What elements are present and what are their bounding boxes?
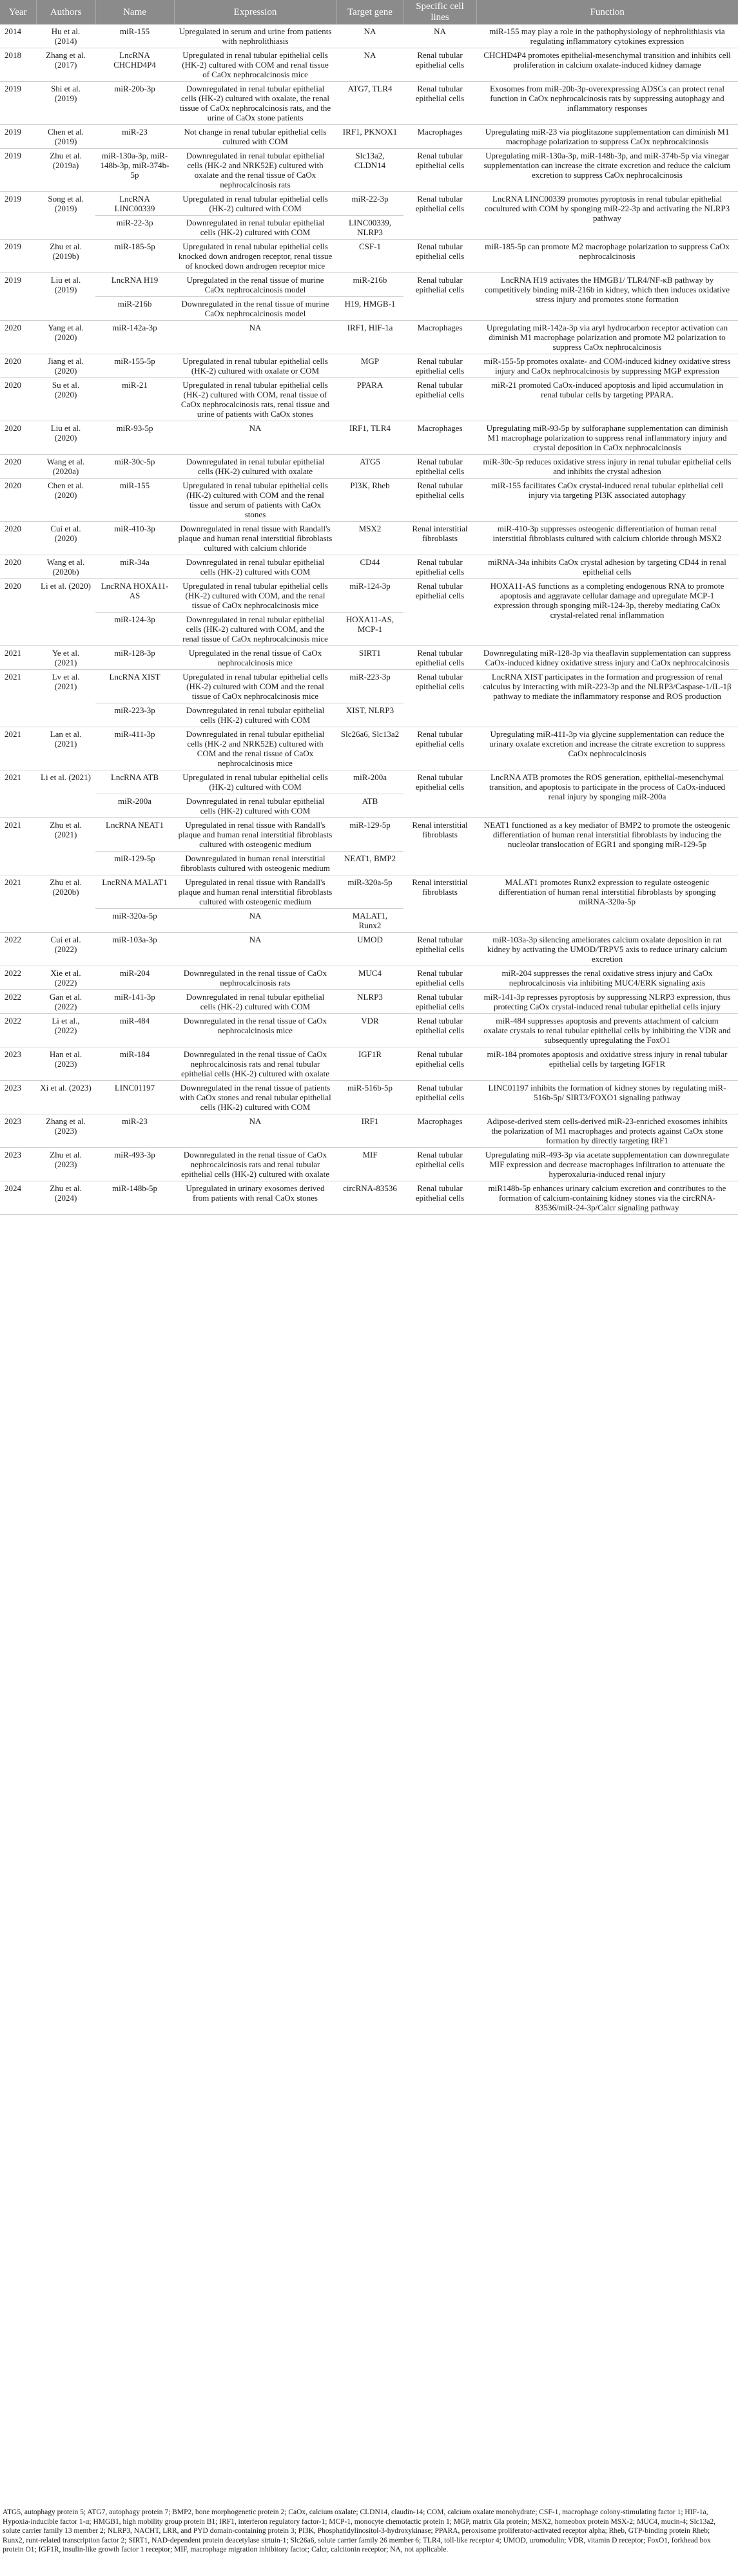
cell-authors: Chen et al. (2020) <box>36 479 95 522</box>
table-row <box>0 1114 738 1148</box>
cell-target-gene: MALAT1, Runx2 <box>336 909 403 933</box>
cell-function: miRNA-34a inhibits CaOx crystal adhesion by targeting CD44 in renal epithelial cells <box>476 555 738 579</box>
cell-specific-cell-lines: Renal tubular epithelial cells <box>403 555 476 579</box>
cell-function: Upregulating miR-493-3p via acetate supplementation can downregulate MIF expression and decrease macrophages infiltration to attenuate the hyperoxaluria-induced renal injury <box>476 1148 738 1181</box>
cell-expression: Downregulated in renal tubular epithelial cells (HK-2) cultured with oxalate, the renal tissue of CaOx nephrocalcinosis rats, and the urine of CaOx stone patients <box>174 82 336 125</box>
cell-function: CHCHD4P4 promotes epithelial-mesenchymal transition and inhibits cell proliferation in calcium oxalate-induced kidney damage <box>476 48 738 82</box>
cell-year: 2021 <box>0 770 36 818</box>
cell-expression: Downregulated in renal tissue with Randall's plaque and human renal interstitial fibroblasts cultured with calcium chloride <box>174 522 336 555</box>
cell-name: miR-155 <box>95 479 174 522</box>
cell-year: 2022 <box>0 990 36 1014</box>
cell-specific-cell-lines: Renal tubular epithelial cells <box>403 727 476 770</box>
cell-expression: Downregulated in the renal tissue of CaOx nephrocalcinosis rats and renal tubular epithelial cells (HK-2) cultured with oxalate <box>174 1047 336 1081</box>
header-function: Function <box>476 0 738 24</box>
cell-target-gene: NA <box>336 48 403 82</box>
cell-specific-cell-lines: Renal tubular epithelial cells <box>403 1047 476 1081</box>
table-row <box>0 192 738 216</box>
cell-name: LncRNA CHCHD4P4 <box>95 48 174 82</box>
cell-year: 2020 <box>0 579 36 646</box>
cell-specific-cell-lines: Renal tubular epithelial cells <box>403 192 476 240</box>
table-row <box>0 354 738 378</box>
header-expression: Expression <box>174 0 336 24</box>
table-row <box>0 990 738 1014</box>
cell-expression: Downregulated in the renal tissue of patients with CaOx stones and renal tubular epithelial cells (HK-2) cultured with COM <box>174 1081 336 1114</box>
cell-name: miR-410-3p <box>95 522 174 555</box>
table-body <box>0 24 738 1215</box>
cell-expression: Downregulated in the renal tissue of CaOx nephrocalcinosis rats and renal tubular epithelial cells (HK-2) cultured with oxalate <box>174 1148 336 1181</box>
cell-specific-cell-lines: Renal tubular epithelial cells <box>403 646 476 670</box>
cell-expression: Downregulated in the renal tissue of CaOx nephrocalcinosis mice <box>174 1014 336 1047</box>
cell-function: Upregulating miR-23 via pioglitazone supplementation can diminish M1 macrophage polarization to suppress CaOx nephrocalcinosis <box>476 125 738 149</box>
cell-authors: Ye et al. (2021) <box>36 646 95 670</box>
cell-specific-cell-lines: NA <box>403 24 476 48</box>
cell-specific-cell-lines: Macrophages <box>403 1114 476 1148</box>
cell-specific-cell-lines: Macrophages <box>403 321 476 354</box>
table-row <box>0 670 738 703</box>
cell-target-gene: CD44 <box>336 555 403 579</box>
cell-authors: Cui et al. (2022) <box>36 933 95 966</box>
cell-specific-cell-lines: Renal interstitial fibroblasts <box>403 875 476 933</box>
table-row <box>0 24 738 48</box>
cell-name: LncRNA ATB <box>95 770 174 794</box>
cell-authors: Zhu et al. (2019a) <box>36 149 95 192</box>
cell-name: miR-484 <box>95 1014 174 1047</box>
cell-function: miR-484 suppresses apoptosis and prevents attachment of calcium oxalate crystals to renal tubular epithelial cells by inhibiting the VDR and subsequently upregulating the FoxO1 <box>476 1014 738 1047</box>
header-specific-cell-lines: Specific cell lines <box>403 0 476 24</box>
cell-authors: Gan et al. (2022) <box>36 990 95 1014</box>
table-row <box>0 125 738 149</box>
cell-name: miR-20b-3p <box>95 82 174 125</box>
cell-name: miR-216b <box>95 297 174 321</box>
cell-authors: Wang et al. (2020a) <box>36 455 95 479</box>
cell-function: Downregulating miR-128-3p via theaflavin supplementation can suppress CaOx-induced kidney oxidative stress injury and CaOx nephrocalcinosis <box>476 646 738 670</box>
table-row <box>0 1014 738 1047</box>
cell-year: 2022 <box>0 933 36 966</box>
cell-target-gene: miR-124-3p <box>336 579 403 613</box>
cell-function: miR-184 promotes apoptosis and oxidative stress injury in renal tubular epithelial cells by targeting IGF1R <box>476 1047 738 1081</box>
table-row <box>0 770 738 794</box>
cell-authors: Li et al. (2020) <box>36 579 95 646</box>
cell-name: miR-155-5p <box>95 354 174 378</box>
cell-name: miR-130a-3p, miR-148b-3p, miR-374b-5p <box>95 149 174 192</box>
cell-authors: Yang et al. (2020) <box>36 321 95 354</box>
cell-year: 2019 <box>0 149 36 192</box>
cell-expression: Upregulated in renal tubular epithelial cells (HK-2) cultured with COM <box>174 192 336 216</box>
cell-authors: Wang et al. (2020b) <box>36 555 95 579</box>
table-footnote: ATG5, autophagy protein 5; ATG7, autophagy protein 7; BMP2, bone morphogenetic protein 2; CaOx, calcium oxalate; CLDN14, claudin-14; COM, calcium oxalate monohydrate; CSF-1, macrophage colony-stimulating factor 1; HIF-1a, Hypoxia-inducible factor 1-α; HMGB1, high mobility group protein B1; IRF1, interferon regulatory factor-1; MCP-1, monocyte chemotactic protein 1; MGP, matrix Gla protein; MSX2, homeobox protein MSX-2; MUC4, mucin-4; Slc13a2, solute carrier family 13 member 2; NLRP3, NACHT, LRR, and PYD domain-containing protein 3; PI3K, Phosphatidylinositol-3-hydroxykinase; PPARA, peroxisome proliferator-activated receptor alpha; Rheb, GTP-binding protein Rheb; Runx2, runt-related transcription factor 2; SIRT1, NAD-dependent protein deacetylase sirtuin-1; Slc26a6, solute carrier family 26 member 6; TLR4, toll-like receptor 4; UMOD, uromodulin; VDR, vitamin D receptor; FoxO1, forkhead box protein O1; IGF1R, insulin-like growth factor 1 receptor; MIF, macrophage migration inhibitory factor; Calcr, calcitonin receptor; NA, not applicable. <box>3 2508 716 2553</box>
cell-target-gene: XIST, NLRP3 <box>336 703 403 727</box>
cell-target-gene: IRF1, PKNOX1 <box>336 125 403 149</box>
cell-name: miR-493-3p <box>95 1148 174 1181</box>
table-row <box>0 966 738 990</box>
cell-specific-cell-lines: Renal tubular epithelial cells <box>403 1014 476 1047</box>
cell-name: LncRNA MALAT1 <box>95 875 174 909</box>
cell-year: 2019 <box>0 125 36 149</box>
cell-specific-cell-lines: Renal tubular epithelial cells <box>403 479 476 522</box>
cell-authors: Zhang et al. (2023) <box>36 1114 95 1148</box>
cell-target-gene: miR-320a-5p <box>336 875 403 909</box>
cell-function: Exosomes from miR-20b-3p-overexpressing ADSCs can protect renal function in CaOx nephrocalcinosis rats by suppressing autophagy and inflammatory responses <box>476 82 738 125</box>
cell-function: LINC01197 inhibits the formation of kidney stones by regulating miR-516b-5p/ SIRT3/FOXO1 signaling pathway <box>476 1081 738 1114</box>
cell-target-gene: NLRP3 <box>336 990 403 1014</box>
header-name: Name <box>95 0 174 24</box>
cell-specific-cell-lines: Renal tubular epithelial cells <box>403 670 476 727</box>
table-row <box>0 727 738 770</box>
cell-expression: Upregulated in renal tubular epithelial cells (HK-2) cultured with COM, and the renal tissue of CaOx nephrocalcinosis mice <box>174 579 336 613</box>
cell-authors: Li et al., (2022) <box>36 1014 95 1047</box>
cell-name: miR-148b-5p <box>95 1181 174 1215</box>
cell-name: miR-23 <box>95 125 174 149</box>
cell-name: miR-22-3p <box>95 216 174 240</box>
cell-name: miR-142a-3p <box>95 321 174 354</box>
cell-function: Upregulating miR-130a-3p, miR-148b-3p, and miR-374b-5p via vinegar supplementation can increase the citrate excretion and reduce the calcium excretion to suppress CaOx nephrocalcinosis <box>476 149 738 192</box>
cell-target-gene: ATG7, TLR4 <box>336 82 403 125</box>
cell-function: miR-185-5p can promote M2 macrophage polarization to suppress CaOx nephrocalcinosis <box>476 240 738 273</box>
cell-target-gene: HOXA11-AS, MCP-1 <box>336 613 403 646</box>
cell-expression: Downregulated in renal tubular epithelial cells (HK-2) cultured with COM <box>174 703 336 727</box>
cell-target-gene: MIF <box>336 1148 403 1181</box>
cell-specific-cell-lines: Renal tubular epithelial cells <box>403 579 476 646</box>
cell-authors: Zhu et al. (2020b) <box>36 875 95 933</box>
cell-specific-cell-lines: Macrophages <box>403 125 476 149</box>
cell-expression: Upregulated in renal tissue with Randall's plaque and human renal interstitial fibroblasts cultured with osteogenic medium <box>174 818 336 852</box>
cell-function: miR-155-5p promotes oxalate- and COM-induced kidney oxidative stress injury and CaOx nephrocalcinosis by suppressing MGP expression <box>476 354 738 378</box>
cell-year: 2019 <box>0 192 36 240</box>
cell-expression: Downregulated in human renal interstitial fibroblasts cultured with osteogenic medium <box>174 852 336 875</box>
cell-authors: Xi et al. (2023) <box>36 1081 95 1114</box>
cell-target-gene: miR-129-5p <box>336 818 403 852</box>
cell-year: 2019 <box>0 273 36 321</box>
table-row <box>0 522 738 555</box>
cell-name: miR-141-3p <box>95 990 174 1014</box>
cell-target-gene: UMOD <box>336 933 403 966</box>
cell-expression: Downregulated in renal tubular epithelial cells (HK-2) cultured with COM <box>174 555 336 579</box>
cell-year: 2019 <box>0 82 36 125</box>
table-header-row <box>0 0 738 24</box>
cell-year: 2014 <box>0 24 36 48</box>
cell-authors: Liu et al. (2020) <box>36 421 95 455</box>
cell-name: miR-200a <box>95 794 174 818</box>
cell-authors: Jiang et al. (2020) <box>36 354 95 378</box>
cell-target-gene: miR-216b <box>336 273 403 297</box>
cell-target-gene: Slc13a2, CLDN14 <box>336 149 403 192</box>
cell-year: 2021 <box>0 875 36 933</box>
cell-expression: Upregulated in renal tubular epithelial cells (HK-2) cultured with COM, renal tissue of CaOx nephrocalcinosis rats, renal tissue and urine of patients with CaOx stones <box>174 378 336 421</box>
cell-function: miR-141-3p represses pyroptosis by suppressing NLRP3 expression, thus protecting CaOx crystal-induced renal tubular epithelial cells injury <box>476 990 738 1014</box>
cell-authors: Song et al. (2019) <box>36 192 95 240</box>
cell-function: MALAT1 promotes Runx2 expression to regulate osteogenic differentiation of human renal interstitial fibroblasts by sponging miRNA-320a-5p <box>476 875 738 933</box>
cell-specific-cell-lines: Renal tubular epithelial cells <box>403 1181 476 1215</box>
cell-authors: Liu et al. (2019) <box>36 273 95 321</box>
cell-year: 2021 <box>0 670 36 727</box>
cell-name: miR-30c-5p <box>95 455 174 479</box>
cell-name: miR-124-3p <box>95 613 174 646</box>
cell-target-gene: circRNA-83536 <box>336 1181 403 1215</box>
cell-expression: Upregulated in renal tubular epithelial cells (HK-2) cultured with COM and the renal tissue and serum of patients with CaOx stones <box>174 479 336 522</box>
table-row <box>0 1148 738 1181</box>
cell-expression: Upregulated in urinary exosomes derived from patients with renal CaOx stones <box>174 1181 336 1215</box>
cell-target-gene: PI3K, Rheb <box>336 479 403 522</box>
cell-year: 2020 <box>0 354 36 378</box>
header-year: Year <box>0 0 36 24</box>
cell-name: LncRNA H19 <box>95 273 174 297</box>
table-row <box>0 48 738 82</box>
cell-target-gene: NEAT1, BMP2 <box>336 852 403 875</box>
cell-target-gene: MGP <box>336 354 403 378</box>
table-row <box>0 479 738 522</box>
cell-year: 2020 <box>0 321 36 354</box>
table-row <box>0 455 738 479</box>
cell-function: Upregulating miR-93-5p by sulforaphane supplementation can diminish M1 macrophage polarization to suppress renal inflammatory injury and crystal deposition in CaOx nephrocalcinosis <box>476 421 738 455</box>
cell-name: miR-411-3p <box>95 727 174 770</box>
table-row <box>0 273 738 297</box>
cell-authors: Zhu et al. (2023) <box>36 1148 95 1181</box>
cell-target-gene: miR-200a <box>336 770 403 794</box>
cell-function: LncRNA H19 activates the HMGB1/ TLR4/NF-κB pathway by competitively binding miR-216b in kidney, which then induces oxidative stress injury and promotes stone formation <box>476 273 738 321</box>
cell-specific-cell-lines: Renal tubular epithelial cells <box>403 378 476 421</box>
cell-specific-cell-lines: Renal interstitial fibroblasts <box>403 818 476 875</box>
header-target-gene: Target gene <box>336 0 403 24</box>
cell-year: 2023 <box>0 1081 36 1114</box>
cell-expression: Upregulated in the renal tissue of CaOx nephrocalcinosis mice <box>174 646 336 670</box>
cell-year: 2022 <box>0 966 36 990</box>
cell-target-gene: LINC00339, NLRP3 <box>336 216 403 240</box>
cell-target-gene: IRF1 <box>336 1114 403 1148</box>
cell-authors: Lan et al. (2021) <box>36 727 95 770</box>
cell-expression: NA <box>174 321 336 354</box>
cell-expression: Not change in renal tubular epithelial cells cultured with COM <box>174 125 336 149</box>
cell-expression: Downregulated in renal tubular epithelial cells (HK-2) cultured with COM <box>174 990 336 1014</box>
cell-expression: Downregulated in the renal tissue of murine CaOx nephrocalcinosis model <box>174 297 336 321</box>
cell-specific-cell-lines: Renal tubular epithelial cells <box>403 933 476 966</box>
cell-function: miR-30c-5p reduces oxidative stress injury in renal tubular epithelial cells and inhibits the crystal adhesion <box>476 455 738 479</box>
cell-name: miR-185-5p <box>95 240 174 273</box>
cell-function: Adipose-derived stem cells-derived miR-23-enriched exosomes inhibits the polarization of M1 macrophages and protects against CaOx stone formation by directly targeting IRF1 <box>476 1114 738 1148</box>
cell-specific-cell-lines: Macrophages <box>403 421 476 455</box>
cell-expression: Downregulated in renal tubular epithelial cells (HK-2) cultured with COM, and the renal tissue of CaOx nephrocalcinosis mice <box>174 613 336 646</box>
cell-specific-cell-lines: Renal tubular epithelial cells <box>403 82 476 125</box>
cell-target-gene: NA <box>336 24 403 48</box>
cell-expression: Upregulated in renal tubular epithelial cells (HK-2) cultured with COM and the renal tissue of CaOx nephrocalcinosis mice <box>174 670 336 703</box>
cell-year: 2021 <box>0 646 36 670</box>
cell-target-gene: PPARA <box>336 378 403 421</box>
cell-target-gene: miR-22-3p <box>336 192 403 216</box>
cell-year: 2024 <box>0 1181 36 1215</box>
cell-authors: Shi et al. (2019) <box>36 82 95 125</box>
cell-expression: Upregulated in renal tubular epithelial cells (HK-2) cultured with COM <box>174 770 336 794</box>
cell-authors: Chen et al. (2019) <box>36 125 95 149</box>
cell-function: Upregulating miR-411-3p via glycine supplementation can reduce the urinary oxalate excretion and increase the citrate excretion to suppress CaOx nephrocalcinosis <box>476 727 738 770</box>
table-row <box>0 933 738 966</box>
cell-target-gene: H19, HMGB-1 <box>336 297 403 321</box>
cell-function: Upregulating miR-142a-3p via aryl hydrocarbon receptor activation can diminish M1 macrophage polarization and promote M2 polarization to suppress CaOx nephrocalcinosis <box>476 321 738 354</box>
table-row <box>0 240 738 273</box>
cell-target-gene: miR-223-3p <box>336 670 403 703</box>
cell-name: miR-128-3p <box>95 646 174 670</box>
cell-expression: Downregulated in the renal tissue of CaOx nephrocalcinosis rats <box>174 966 336 990</box>
cell-specific-cell-lines: Renal tubular epithelial cells <box>403 273 476 321</box>
cell-expression: NA <box>174 1114 336 1148</box>
cell-target-gene: VDR <box>336 1014 403 1047</box>
cell-specific-cell-lines: Renal tubular epithelial cells <box>403 455 476 479</box>
cell-function: miR148b-5p enhances urinary calcium excretion and contributes to the formation of calcium-containing kidney stones via the circRNA-83536/miR-24-3p/Calcr signaling pathway <box>476 1181 738 1215</box>
mirna-lncrna-table <box>0 0 738 1215</box>
cell-target-gene: Slc26a6, Slc13a2 <box>336 727 403 770</box>
cell-expression: Upregulated in renal tissue with Randall's plaque and human renal interstitial fibroblasts cultured with osteogenic medium <box>174 875 336 909</box>
cell-target-gene: miR-516b-5p <box>336 1081 403 1114</box>
cell-target-gene: SIRT1 <box>336 646 403 670</box>
table-row <box>0 421 738 455</box>
cell-expression: Upregulated in serum and urine from patients with nephrolithiasis <box>174 24 336 48</box>
cell-expression: NA <box>174 909 336 933</box>
cell-name: miR-204 <box>95 966 174 990</box>
cell-year: 2020 <box>0 479 36 522</box>
cell-name: miR-184 <box>95 1047 174 1081</box>
cell-target-gene: IRF1, TLR4 <box>336 421 403 455</box>
cell-year: 2023 <box>0 1047 36 1081</box>
cell-name: miR-103a-3p <box>95 933 174 966</box>
cell-authors: Lv et al. (2021) <box>36 670 95 727</box>
cell-specific-cell-lines: Renal tubular epithelial cells <box>403 240 476 273</box>
cell-name: LncRNA XIST <box>95 670 174 703</box>
cell-year: 2020 <box>0 455 36 479</box>
table-row <box>0 579 738 613</box>
cell-target-gene: IRF1, HIF-1a <box>336 321 403 354</box>
cell-function: LncRNA ATB promotes the ROS generation, epithelial-mesenchymal transition, and apoptosis to participate in the process of CaOx-induced renal injury by sponging miR-200a <box>476 770 738 818</box>
cell-target-gene: MSX2 <box>336 522 403 555</box>
cell-function: NEAT1 functioned as a key mediator of BMP2 to promote the osteogenic differentiation of human renal interstitial fibroblasts by inducing the nucleolar translocation of EGR1 and sponging miR-129-5p <box>476 818 738 875</box>
cell-authors: Su et al. (2020) <box>36 378 95 421</box>
cell-specific-cell-lines: Renal tubular epithelial cells <box>403 149 476 192</box>
cell-target-gene: MUC4 <box>336 966 403 990</box>
cell-expression: NA <box>174 933 336 966</box>
cell-function: miR-155 facilitates CaOx crystal-induced renal tubular epithelial cell injury via targeting PI3K associated autophagy <box>476 479 738 522</box>
cell-name: miR-23 <box>95 1114 174 1148</box>
cell-target-gene: ATG5 <box>336 455 403 479</box>
cell-authors: Hu et al. (2014) <box>36 24 95 48</box>
cell-year: 2020 <box>0 522 36 555</box>
cell-authors: Zhang et al. (2017) <box>36 48 95 82</box>
cell-specific-cell-lines: Renal tubular epithelial cells <box>403 48 476 82</box>
cell-name: LINC01197 <box>95 1081 174 1114</box>
cell-function: miR-204 suppresses the renal oxidative stress injury and CaOx nephrocalcinosis via inhibiting MUC4/ERK signaling axis <box>476 966 738 990</box>
cell-expression: Downregulated in renal tubular epithelial cells (HK-2) cultured with COM <box>174 794 336 818</box>
cell-expression: Downregulated in renal tubular epithelial cells (HK-2 and NRK52E) cultured with COM and the renal tissue of CaOx nephrocalcinosis mice <box>174 727 336 770</box>
table-row <box>0 378 738 421</box>
cell-name: LncRNA HOXA11-AS <box>95 579 174 613</box>
cell-name: miR-320a-5p <box>95 909 174 933</box>
table-row <box>0 82 738 125</box>
cell-authors: Li et al. (2021) <box>36 770 95 818</box>
cell-name: miR-34a <box>95 555 174 579</box>
cell-name: miR-223-3p <box>95 703 174 727</box>
cell-year: 2020 <box>0 378 36 421</box>
cell-name: miR-129-5p <box>95 852 174 875</box>
table-row <box>0 555 738 579</box>
table-row <box>0 149 738 192</box>
cell-year: 2023 <box>0 1148 36 1181</box>
cell-function: HOXA11-AS functions as a completing endogenous RNA to promote apoptosis and aggravate cellular damage and upregulate MCP-1 expression through sponging miR-124-3p, thereby mediating CaOx crystal-related renal inflammation <box>476 579 738 646</box>
cell-year: 2021 <box>0 818 36 875</box>
cell-function: miR-21 promoted CaOx-induced apoptosis and lipid accumulation in renal tubular cells by targeting PPARA. <box>476 378 738 421</box>
cell-year: 2022 <box>0 1014 36 1047</box>
cell-expression: Downregulated in renal tubular epithelial cells (HK-2) cultured with oxalate <box>174 455 336 479</box>
cell-function: miR-410-3p suppresses osteogenic differentiation of human renal interstitial fibroblasts cultured with calcium chloride through MSX2 <box>476 522 738 555</box>
cell-target-gene: IGF1R <box>336 1047 403 1081</box>
cell-authors: Zhu et al. (2021) <box>36 818 95 875</box>
cell-year: 2020 <box>0 421 36 455</box>
cell-target-gene: ATB <box>336 794 403 818</box>
cell-function: miR-103a-3p silencing ameliorates calcium oxalate deposition in rat kidney by activating the UMOD/TRPV5 axis to reduce urinary calcium excretion <box>476 933 738 966</box>
cell-year: 2019 <box>0 240 36 273</box>
table-row <box>0 818 738 852</box>
cell-name: LncRNA LINC00339 <box>95 192 174 216</box>
cell-specific-cell-lines: Renal tubular epithelial cells <box>403 354 476 378</box>
cell-year: 2021 <box>0 727 36 770</box>
cell-expression: NA <box>174 421 336 455</box>
cell-name: miR-155 <box>95 24 174 48</box>
cell-expression: Upregulated in the renal tissue of murine CaOx nephrocalcinosis model <box>174 273 336 297</box>
table-row <box>0 875 738 909</box>
cell-year: 2020 <box>0 555 36 579</box>
cell-authors: Xie et al. (2022) <box>36 966 95 990</box>
cell-function: LncRNA LINC00339 promotes pyroptosis in renal tubular epithelial cocultured with COM by sponging miR-22-3p and activating the NLRP3 pathway <box>476 192 738 240</box>
table-row <box>0 1181 738 1215</box>
cell-expression: Upregulated in renal tubular epithelial cells (HK-2) cultured with oxalate or COM <box>174 354 336 378</box>
cell-expression: Upregulated in renal tubular epithelial cells (HK-2) cultured with COM and renal tissue of CaOx nephrocalcinosis mice <box>174 48 336 82</box>
cell-expression: Downregulated in renal tubular epithelial cells (HK-2 and NRK52E) cultured with oxalate and the renal tissue of CaOx nephrocalcinosis rats <box>174 149 336 192</box>
table-row <box>0 1081 738 1114</box>
cell-authors: Cui et al. (2020) <box>36 522 95 555</box>
cell-target-gene: CSF-1 <box>336 240 403 273</box>
cell-name: miR-93-5p <box>95 421 174 455</box>
cell-expression: Downregulated in renal tubular epithelial cells (HK-2) cultured with COM <box>174 216 336 240</box>
cell-name: miR-21 <box>95 378 174 421</box>
cell-specific-cell-lines: Renal tubular epithelial cells <box>403 966 476 990</box>
cell-expression: Upregulated in renal tubular epithelial cells knocked down androgen receptor, renal tissue of knocked down androgen receptor mice <box>174 240 336 273</box>
cell-specific-cell-lines: Renal tubular epithelial cells <box>403 1081 476 1114</box>
cell-year: 2023 <box>0 1114 36 1148</box>
table-row <box>0 1047 738 1081</box>
cell-authors: Han et al. (2023) <box>36 1047 95 1081</box>
cell-year: 2018 <box>0 48 36 82</box>
cell-authors: Zhu et al. (2024) <box>36 1181 95 1215</box>
cell-function: miR-155 may play a role in the pathophysiology of nephrolithiasis via regulating inflammatory cytokines expression <box>476 24 738 48</box>
table-row <box>0 321 738 354</box>
table-row <box>0 646 738 670</box>
cell-authors: Zhu et al. (2019b) <box>36 240 95 273</box>
cell-specific-cell-lines: Renal tubular epithelial cells <box>403 770 476 818</box>
cell-specific-cell-lines: Renal tubular epithelial cells <box>403 990 476 1014</box>
header-authors: Authors <box>36 0 95 24</box>
cell-function: LncRNA XIST participates in the formation and progression of renal calculus by interacting with miR-223-3p and the NLRP3/Caspase-1/IL-1β pathway to mediate the inflammatory response and ROS production <box>476 670 738 727</box>
cell-specific-cell-lines: Renal tubular epithelial cells <box>403 1148 476 1181</box>
cell-specific-cell-lines: Renal interstitial fibroblasts <box>403 522 476 555</box>
cell-name: LncRNA NEAT1 <box>95 818 174 852</box>
